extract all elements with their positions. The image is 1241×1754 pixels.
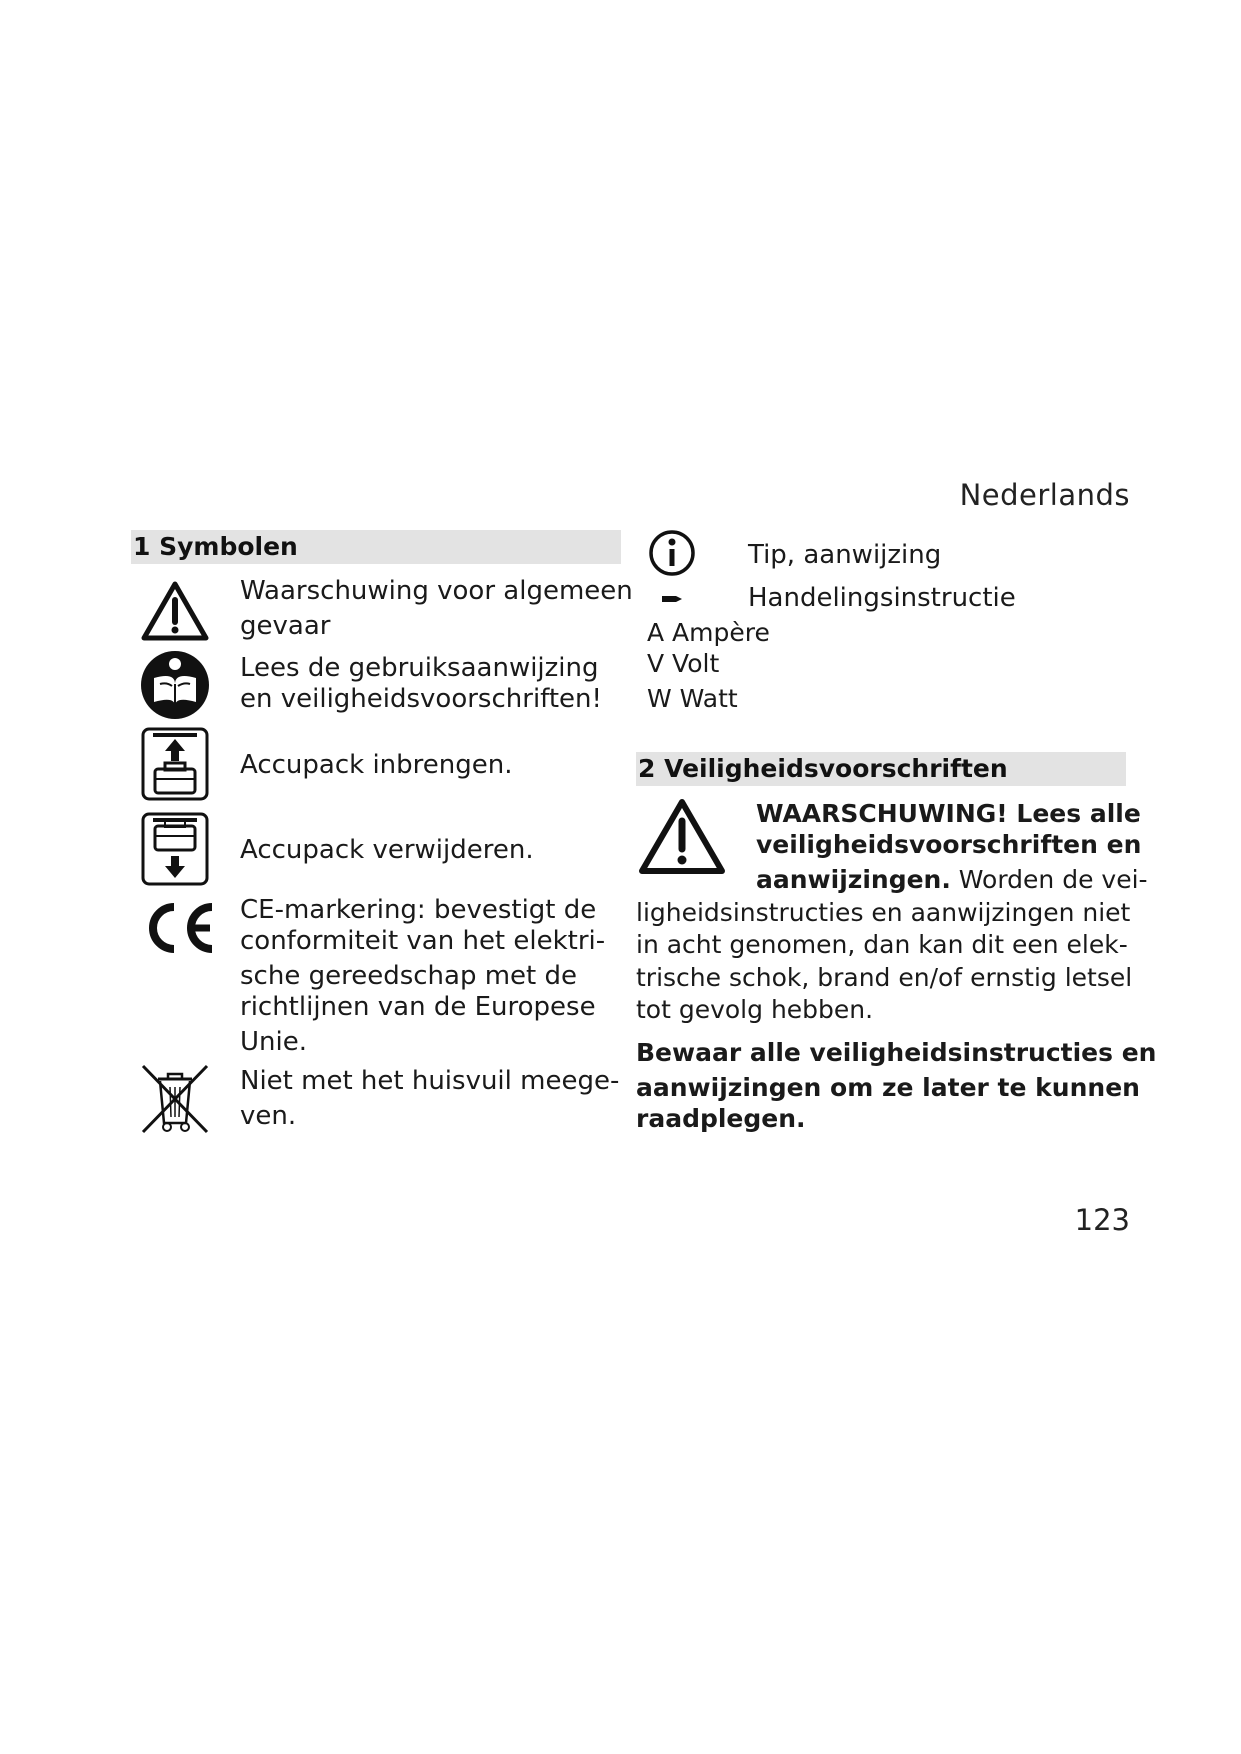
arrow-icon	[662, 593, 684, 605]
warning-bold-line: WAARSCHUWING! Lees alle	[756, 799, 1141, 828]
page-number: 123	[1074, 1203, 1130, 1237]
text-line: Niet met het huisvuil meege-	[240, 1066, 620, 1096]
symbol-text-read-manual	[240, 652, 602, 716]
text-line: sche gereedschap met de	[240, 961, 577, 991]
section-heading-safety: 2 Veiligheidsvoorschriften	[636, 752, 1126, 786]
text-line: en veiligheidsvoorschriften!	[240, 684, 602, 714]
remove-battery-icon	[141, 812, 209, 886]
text-line: trische schok, brand en/of ernstig letsel	[636, 963, 1133, 992]
warning-bold-end: aanwijzingen.	[756, 865, 951, 894]
text-line: richtlijnen van de Europese	[240, 992, 596, 1022]
text-line: Bewaar alle veiligheidsinstructies en	[636, 1038, 1157, 1067]
keep-instructions	[636, 1036, 1156, 1135]
symbol-text-instruction: Handelingsinstructie	[748, 583, 1016, 613]
text-line: ligheidsinstructies en aanwijzingen niet	[636, 898, 1131, 927]
text-line: gevaar	[240, 611, 331, 641]
warning-triangle-icon	[637, 797, 727, 877]
symbol-text-general-warning	[240, 575, 633, 643]
warning-bold-line: veiligheidsvoorschriften en	[756, 830, 1142, 859]
text-line: Accupack verwijderen.	[240, 835, 534, 865]
unit-ampere: A Ampère	[647, 618, 770, 647]
symbol-text-tip: Tip, aanwijzing	[748, 540, 942, 570]
insert-battery-icon	[141, 727, 209, 801]
text-line: Lees de gebruiksaanwijzing	[240, 653, 599, 683]
symbol-text-waste-disposal	[240, 1065, 619, 1133]
warning-mixed-line	[756, 863, 1148, 896]
warning-body	[636, 896, 1132, 1026]
text-line: Unie.	[240, 1027, 307, 1057]
crossed-bin-icon	[140, 1063, 210, 1135]
symbol-text-remove-battery	[240, 834, 534, 867]
read-manual-icon	[140, 650, 210, 720]
text-line: conformiteit van het elektri-	[240, 926, 606, 956]
unit-watt: W Watt	[647, 684, 738, 713]
text-line: in acht genomen, dan kan dit een elek-	[636, 930, 1128, 959]
warning-triangle-icon	[140, 580, 210, 642]
symbol-text-insert-battery	[240, 749, 513, 782]
text-line: ven.	[240, 1101, 297, 1131]
text-line: CE-markering: bevestigt de	[240, 895, 597, 925]
text-line: raadplegen.	[636, 1104, 806, 1133]
section-heading-symbols: 1 Symbolen	[131, 530, 621, 564]
language-label: Nederlands	[959, 478, 1130, 512]
text-line: tot gevolg hebben.	[636, 995, 874, 1024]
text-line: Waarschuwing voor algemeen	[240, 576, 633, 606]
info-icon	[648, 529, 696, 577]
unit-volt: V Volt	[647, 649, 720, 678]
ce-mark-icon	[140, 900, 220, 956]
symbol-text-ce-marking	[240, 894, 605, 1059]
text-line: aanwijzingen om ze later te kunnen	[636, 1073, 1140, 1102]
text-line: Accupack inbrengen.	[240, 750, 513, 780]
warning-rest-start: Worden de vei-	[950, 865, 1148, 894]
